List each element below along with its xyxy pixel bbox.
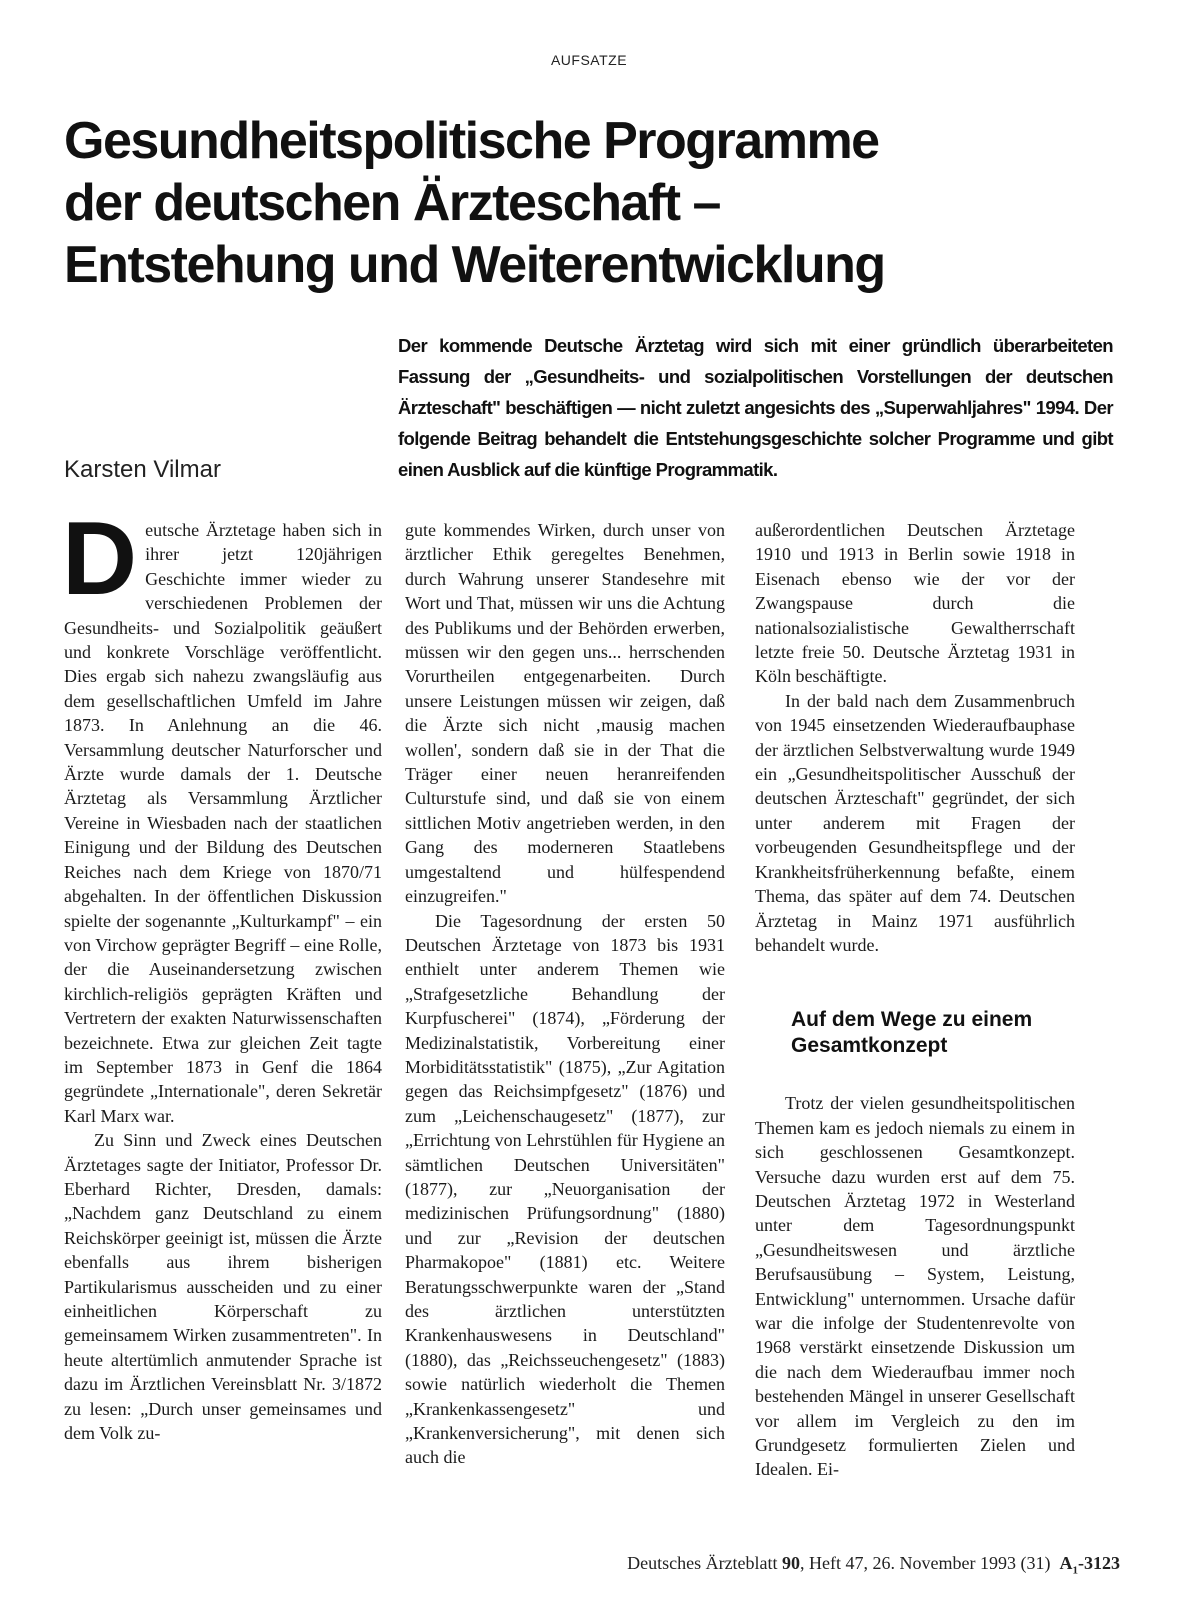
body-paragraph: Zu Sinn und Zweck eines Deutschen Ärztetages sagte der Initiator, Professor Dr. Eberhard Richter, Dresden, damals: „Nachdem ganz Deutschland zu einem Reichskörper geeinigt ist, müssen die Ärzte ebenfalls aus ihrem bisherigen Partikularismus ausscheiden und zu einer einheitlichen Körperschaft zu gemeinsamem Wirken zusammentreten". In heute altertümlich anmutender Sprache ist dazu im Ärztlichen Vereinsblatt Nr. 3/1872 zu lesen: „Durch unser gemeinsames und dem Volk zu- — [64, 1130, 382, 1444]
issue-info: , Heft 47, 26. November 1993 (31) — [800, 1553, 1051, 1573]
body-paragraph: gute kommendes Wirken, durch unser von ärztlicher Ethik geregeltes Benehmen, durch Wahrung unserer Standesehre mit Wort und That, müssen wir uns die Achtung des Publikums und der Behörden erwerben, müssen wir den gegen uns... herrschenden Vorurtheilen entgegenarbeiten. Durch unsere Leistungen müssen wir zeigen, daß die Ärzte sich nicht ‚mausig machen wollen', sondern daß sie in der That die Träger einer neuen heranreifenden Culturstufe sind, und daß sie von einem sittlichen Motiv angetrieben werden, in den Gang des moderneren Staatlebens umgestaltend und hülfespendend einzugreifen." — [405, 520, 725, 907]
title-line: Entstehung und Weiterentwicklung — [64, 236, 885, 294]
page-number — [1059, 1553, 1121, 1577]
drop-cap: D — [62, 501, 138, 617]
title-line: der deutschen Ärzteschaft – — [64, 174, 720, 232]
article-lead: Der kommende Deutsche Ärztetag wird sich mit einer gründlich überarbeiteten Fassung der „Gesundheits- und sozialpolitischen Vorstellungen der deutschen Ärzteschaft" beschäftigen — nicht zuletzt angesichts des „Superwahljahres" 1994. Der folgende Beitrag behandelt die Entstehungsgeschichte solcher Programme und gibt einen Ausblick auf die künftige Programmatik. — [398, 335, 1113, 480]
page-prefix: A — [1059, 1553, 1073, 1573]
journal-name: Deutsches Ärzteblatt — [627, 1553, 778, 1573]
page-footer — [520, 1553, 1120, 1577]
paragraph-text: eutsche Ärztetage haben sich in ihrer jetzt 120jährigen Geschichte immer wieder zu verschiedenen Problemen der Gesundheits- und Sozialpolitik geäußert und konkrete Vorschläge veröffentlicht. Dies ergab sich nahezu zwangsläufig aus dem gesellschaftlichen Umfeld im Jahre 1873. In Anlehnung an die 46. Versammlung deutscher Naturforscher und Ärzte wurde damals der 1. Deutsche Ärztetag als Versammlung Ärztlicher Vereine in Wiesbaden nach der staatlichen Einigung und der Bildung des Deutschen Reiches nach dem Kriege von 1870/71 abgehalten. In der öffentlichen Diskussion spielte der sogenannte „Kulturkampf" – ein von Virchow geprägter Begriff – eine Rolle, der die Auseinandersetzung zwischen kirchlich-religiös geprägten Kräften und Vertretern der exakten Naturwissenschaften bezeichnete. Etwa zur gleichen Zeit tagte im September 1873 in Genf die 1864 gegründete „Internationale", deren Sekretär Karl Marx war. — [64, 520, 382, 1126]
body-paragraph: außerordentlichen Deutschen Ärztetage 1910 und 1913 in Berlin sowie 1918 in Eisenach ebenso wie der vor der Zwangspause durch die nationalsozialistische Gewaltherrschaft letzte freie 50. Deutsche Ärztetag 1931 in Köln beschäftigte. — [755, 520, 1075, 687]
body-column-1 — [62, 501, 382, 1445]
page-number-value: -3123 — [1078, 1553, 1120, 1573]
body-column-2 — [405, 518, 725, 1470]
body-paragraph: In der bald nach dem Zusammenbruch von 1945 einsetzenden Wiederaufbauphase der ärztlichen Selbstverwaltung wurde 1949 ein „Gesundheitspolitischer Ausschuß der deutschen Ärzteschaft" gegründet, der sich unter anderem mit Fragen der vorbeugenden Gesundheitspflege und der Krankheitsfrüherkennung befaßte, einem Thema, das später auf dem 74. Deutschen Ärztetag in Mainz 1971 ausführlich behandelt wurde. — [755, 690, 1075, 955]
title-line: Gesundheitspolitische Programme — [64, 112, 879, 170]
body-paragraph: Trotz der vielen gesundheitspolitischen Themen kam es jedoch niemals zu einem in sich geschlossenen Gesamtkonzept. Versuche dazu wurden erst auf dem 75. Deutschen Ärztetag 1972 in Westerland unter dem Tagesordnungspunkt „Gesundheitswesen und ärztliche Berufsausübung – System, Leistung, Entwicklung" unternommen. Ursache dafür war die infolge der Studentenrevolte von 1968 verstärkt einsetzende Diskussion um die nach dem Wiederaufbau immer noch bestehenden Mängel in unserer Gesellschaft vor allem im Vergleich zu den im Grundgesetz formulierten Zielen und Idealen. Ei- — [755, 1093, 1075, 1480]
journal-volume: 90 — [782, 1553, 801, 1573]
author-name: Karsten Vilmar — [64, 456, 221, 483]
body-paragraph: Die Tagesordnung der ersten 50 Deutschen Ärztetage von 1873 bis 1931 enthielt unter anderem Themen wie „Strafgesetzliche Behandlung der Kurpfuscherei" (1874), „Förderung der Medizinalstatistik, Vorbereitung einer Morbiditätsstatistik" (1875), „Zur Agitation gegen das Reichsimpfgesetz" (1876) und zum „Leichenschaugesetz" (1877), zur „Errichtung von Lehrstühlen für Hygiene an sämtlichen Deutschen Universitäten" (1877), zur „Neuorganisation der medizinischen Prüfungsordnung" (1880) und zur „Revision der deutschen Pharmakopoe" (1881) etc. Weitere Beratungsschwerpunkte waren der „Stand des ärztlichen unterstützten Krankenhauswesens in Deutschland" (1880), das „Reichsseuchengesetz" (1883) sowie natürlich wiederholt die Themen „Krankenkassengesetz" und „Krankenversicherung", mit denen sich auch die — [405, 910, 725, 1468]
section-subheading: Auf dem Wege zu einem Gesamtkonzept — [791, 1008, 1033, 1058]
body-paragraph — [62, 501, 382, 1128]
section-label: AUFSATZE — [550, 52, 628, 68]
article-title — [64, 110, 1124, 296]
page-subscript: 1 — [1072, 1564, 1078, 1577]
body-column-3 — [755, 518, 1075, 1482]
